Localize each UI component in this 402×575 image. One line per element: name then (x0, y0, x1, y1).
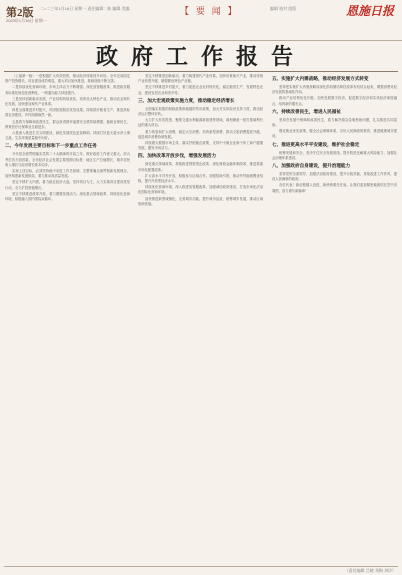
paragraph: 全面落实积极的财政政策和稳健的货币政策，加大对实体经济支持力度，推动经济运行整体好转。 (138, 106, 263, 117)
top-line: 二○二三年1月16日 星期一 责任编辑：陈 编辑 美编 (40, 6, 130, 11)
article-column-1 (5, 74, 130, 564)
paragraph: 坚定不移推进乡村振兴，着力促进农业农村现代化。稳定粮食生产，发展特色农业，建设宜居宜业和美乡村。 (138, 85, 263, 95)
footer (4, 566, 398, 575)
section-heading: 七、推进更高水平平安建设，维护社会稳定 (272, 142, 360, 148)
headline: 政府工作报告 (95, 45, 306, 70)
paragraph: 持续优化营商环境，深入推进放管服改革，加强诚信政府建设，打造市场化法治化国际化营商环境。 (138, 185, 263, 195)
paragraph: 坚持在发展中保障和改善民生，着力解决群众急难愁盼问题，扎实推进共同富裕。 (272, 117, 397, 128)
masthead (0, 0, 402, 41)
page-date: 2023年1月16日 星期一 (6, 18, 47, 23)
paragraph: 坚持把实施扩大内需战略同深化供给侧结构性改革有机结合起来，增强消费对经济发展的基础性作用。 (272, 85, 397, 95)
paragraph: 三是坚持创新驱动发展，产业结构持续优化。培育壮大特色产业，推动农业现代化发展，加快建设现代产业体系。 (5, 96, 130, 107)
paragraph: 统筹发展和安全，坚决守住安全发展底线，提升防范化解重大风险能力，加强社会治理体系建设。 (272, 150, 397, 160)
paragraph: 五是着力保障和改善民生，群众获得感幸福感安全感持续增强。稳就业保民生，教育医疗社保事业全面进步。 (5, 119, 130, 129)
paragraph: 扩大高水平对外开放，积极参与区域合作，加强招商引资，推动外贸稳规模优结构，提升开放型经济水平。 (138, 173, 263, 184)
paragraph: 今年是全面贯彻落实党的二十大精神的开局之年，做好政府工作意义重大。综合考虑各方面因素，全市经济社会发展主要预期目标是：地区生产总值增长，城乡居民收入增长与经济增长基本同步。 (5, 152, 130, 167)
paragraph: 坚定不移扩大内需，着力稳住经济大盘。坚持项目为王，大力实施项目建设攻坚行动，全力扩投资稳增长。 (5, 180, 130, 190)
paragraph: 四是全面推进乡村振兴，巩固拓展脱贫攻坚成果。持续抓好粮食生产，推进高标准农田建设，乡村面貌焕然一新。 (5, 108, 130, 118)
page-number: 第2版 (6, 7, 34, 19)
section-heading: 四、加快改革开放步伐，增强发展活力 (138, 154, 217, 160)
paragraph: 六是深入推进生态文明建设，绿色发展底色更加鲜明。持续打好蓝天碧水净土保卫战，生态环境质量稳中向好。 (5, 131, 130, 141)
newspaper-logo: 恩施日报 (345, 4, 394, 18)
paragraph: 深化重点领域改革，持续推进国资国企改革，深化财税金融体制改革，推进要素市场化配置改革。 (138, 162, 263, 172)
paragraph: 各位代表！新征程催人奋进，新使命重任在肩。让我们更加紧密地团结在党中央周围，奋力谱写新篇章！ (272, 183, 397, 193)
section-heading: 五、实施扩大内需战略，推动经济发展方式转变 (272, 77, 369, 82)
article-column-3 (272, 74, 397, 564)
paragraph: 坚定不移推进改革开放，着力增强发展动力。深化重点领域改革，持续优化营商环境，积极融入国内国际双循环。 (5, 191, 130, 202)
section-heading: 三、加大宏观政策实施力度，推动稳定经济增长 (138, 98, 235, 104)
headline-rule (4, 71, 398, 72)
article-column-2 (138, 74, 263, 564)
paragraph: 实现上述目标，必须坚持稳中求进工作总基调，完整准确全面贯彻新发展理念，加快构建新发展格局，着力推动高质量发展。 (5, 169, 130, 179)
paragraph: 坚定不移推进创新驱动，着力构建现代产业体系。加快培育新兴产业，推动传统产业转型升级，做强做优特色产业链。 (138, 74, 263, 84)
editor-line: 编辑 校对 组版 (270, 6, 297, 11)
paragraph: 持续做大做强市场主体，落实纾困惠企政策，支持中小微企业和个体工商户健康发展，激发市场活力。 (138, 141, 263, 151)
paragraph: 二是持续优化营商环境，市场主体活力不断增强。深化放管服改革，推进政务服务标准化规范化便利化，一网通办能力持续提升。 (5, 85, 130, 95)
section-tag: 【 要 闻 】 (180, 7, 239, 17)
section-heading: 二、今年发展主要目标和下一步重点工作任务 (5, 144, 97, 150)
paragraph: 加快推进新型城镇化，完善城市功能，提升城市品质，统筹城乡发展，推动区域协调发展。 (138, 196, 263, 206)
section-heading: 六、持续改善民生，增进人民福祉 (272, 109, 341, 115)
section-heading: 八、加强政府自身建设，提升治理能力 (272, 164, 351, 170)
paragraph: 坚持党的全面领导，加强法治政府建设，提升行政效能，持续改进工作作风，建设人民满意的政府。 (272, 172, 397, 182)
footer-note: （责任编辑 吕晓 邓梅 刘玲） (344, 568, 396, 573)
paragraph: 推动产业结构优化升级，加快发展数字经济，促进数字经济和实体经济深度融合，培育新的增长点。 (272, 96, 397, 106)
paragraph: 着力恢复和扩大消费，稳定大宗消费，培育新型消费，推动文旅消费提质升级，促进城乡消费协调发展。 (138, 129, 263, 139)
paragraph: （上接第一版）一是积极扩大有效投资，推动经济持续回升向好。全年完成固定资产投资增长，项目建设成效明显，重大项目加快推进，基础设施不断完善。 (5, 74, 130, 84)
paragraph: 强化就业优先政策，健全社会保障体系，办好人民满意的教育，推进健康城市建设。 (272, 129, 397, 139)
paragraph: 大力扩大有效投资，聚焦交通水利能源新基建等领域，谋划储备一批打基础利长远的重大项目。 (138, 118, 263, 128)
